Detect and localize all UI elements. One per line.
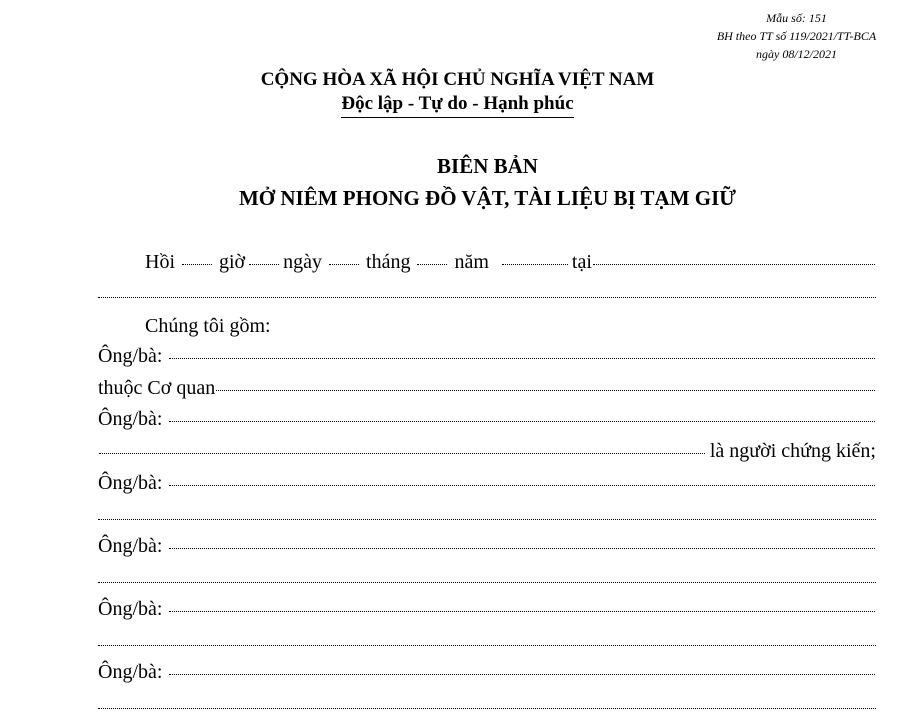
participants-intro-row xyxy=(98,313,876,339)
document-subtitle: MỞ NIÊM PHONG ĐỒ VẬT, TÀI LIỆU BỊ TẠM GIỮ xyxy=(238,186,737,210)
month-field[interactable] xyxy=(417,264,447,265)
person-field-6[interactable] xyxy=(169,674,875,675)
person-continuation-3[interactable] xyxy=(98,519,876,520)
form-circular: BH theo TT số 119/2021/TT-BCA xyxy=(716,29,877,43)
nation-heading: CỘNG HÒA XÃ HỘI CHỦ NGHĨA VIỆT NAM xyxy=(260,69,655,90)
form-reference xyxy=(680,9,913,63)
person-row-6 xyxy=(98,659,876,685)
day-label: ngày xyxy=(283,251,323,273)
witness-row xyxy=(98,438,876,464)
place-label: tại xyxy=(571,251,592,273)
year-field[interactable] xyxy=(502,264,568,265)
agency-label: thuộc Cơ quan xyxy=(98,377,216,399)
year-label: năm xyxy=(454,251,489,273)
motto: Độc lập - Tự do - Hạnh phúc xyxy=(341,92,573,118)
person-field-3[interactable] xyxy=(169,485,875,486)
person-field-2[interactable] xyxy=(169,421,875,422)
person-row-2 xyxy=(98,406,876,432)
form-number: Mẫu số: 151 xyxy=(766,11,827,25)
day-field[interactable] xyxy=(329,264,359,265)
person-label: Ông/bà: xyxy=(98,345,163,367)
hour-field[interactable] xyxy=(182,264,212,265)
person-row-1 xyxy=(98,343,876,369)
witness-suffix: là người chứng kiến; xyxy=(709,440,876,462)
person-row-3 xyxy=(98,470,876,496)
person-label: Ông/bà: xyxy=(98,535,163,557)
agency-row xyxy=(98,375,876,401)
form-date: ngày 08/12/2021 xyxy=(756,47,837,61)
motto-wrapper xyxy=(0,92,915,118)
person-continuation-6[interactable] xyxy=(98,708,876,709)
place-field[interactable] xyxy=(593,264,875,265)
person-label: Ông/bà: xyxy=(98,408,163,430)
month-label: tháng xyxy=(366,251,411,273)
person-continuation-5[interactable] xyxy=(98,645,876,646)
witness-field[interactable] xyxy=(99,453,705,454)
person-row-5 xyxy=(98,596,876,622)
hour-label: Hồi xyxy=(145,251,175,273)
agency-field[interactable] xyxy=(216,390,875,391)
minute-field[interactable] xyxy=(249,264,279,265)
person-label: Ông/bà: xyxy=(98,598,163,620)
person-label: Ông/bà: xyxy=(98,661,163,683)
hour-unit-label: giờ xyxy=(219,251,246,273)
place-continuation-field[interactable] xyxy=(98,297,876,298)
time-place-row xyxy=(98,249,876,275)
person-continuation-4[interactable] xyxy=(98,582,876,583)
person-field-5[interactable] xyxy=(169,611,875,612)
participants-intro: Chúng tôi gồm: xyxy=(145,315,271,337)
person-field-1[interactable] xyxy=(169,358,875,359)
person-row-4 xyxy=(98,533,876,559)
person-field-4[interactable] xyxy=(169,548,875,549)
person-label: Ông/bà: xyxy=(98,472,163,494)
document-title: BIÊN BẢN xyxy=(437,154,538,178)
